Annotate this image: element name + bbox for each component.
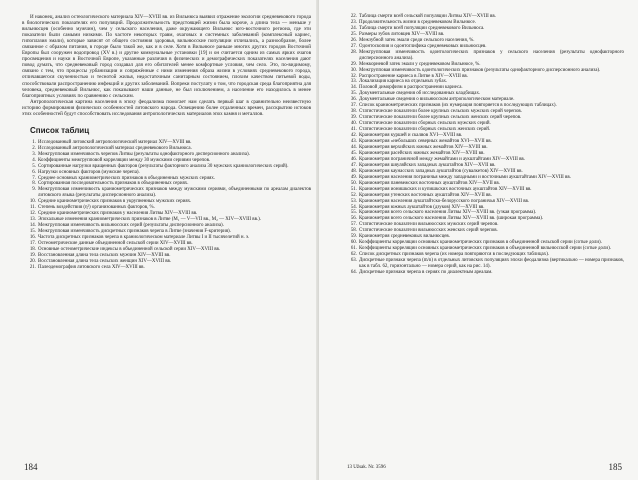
- list-item-title: Документальные сведения об исследованных кладбищах.: [359, 91, 481, 97]
- list-item-number: 40.: [350, 121, 357, 127]
- list-item-title: Степень воздействия (η²) организованных факторов, %.: [38, 205, 155, 211]
- list-item-number: 9.: [32, 187, 36, 193]
- list-item-title: Краниометрия «небольших северных жемайтов XVI—XVII вв.: [359, 139, 492, 145]
- list-item-title: Восстановленная длина тела сельских мужчин XIV—XVIII вв.: [38, 252, 171, 258]
- list-item-number: 56.: [350, 216, 357, 222]
- list-item-number: 39.: [350, 115, 357, 121]
- list-item-number: 27.: [350, 43, 357, 49]
- list-item-number: 4.: [32, 157, 36, 163]
- list-item-number: 17.: [29, 241, 36, 246]
- list-item-number: 30.: [350, 67, 357, 73]
- list-item-number: 11.: [30, 205, 36, 211]
- list-item-title: Краниометрия куршей и скалвов XVI—XVIII вв.: [359, 133, 463, 139]
- list-item-title: Краниометрия верхийских южных жемайтов XIV—XVIII вв.: [359, 144, 488, 150]
- list-item-number: 20.: [29, 258, 36, 264]
- list-item: [333, 270, 624, 276]
- list-item-title: Список краниометрических признаков (их нумерация повторяется в последующих таблицах).: [359, 103, 557, 109]
- list-item-title: Статистические показатели сборных сельских женских серий.: [359, 127, 491, 133]
- list-item-number: 15.: [29, 229, 36, 235]
- list-item-title: Статистические показатели вильнюсских женских серий черепов.: [359, 228, 498, 234]
- list-item-number: 50.: [350, 180, 357, 186]
- list-item-number: 42.: [350, 133, 357, 139]
- list-item-number: 63.: [350, 258, 357, 264]
- list-item-title: Межгрупповая изменчивость черепов Литвы (результаты однофакторного дисперсионного анализа).: [38, 151, 250, 157]
- list-item-number: 14.: [29, 223, 36, 229]
- list-item-number: 26.: [350, 37, 357, 43]
- table-list: [22, 140, 311, 271]
- list-item: [333, 50, 624, 62]
- list-item-title: Остеометрические данные объединенной сельской серии XIV—XVIII вв.: [38, 241, 193, 246]
- list-item-number: 37.: [350, 103, 357, 109]
- list-item-number: 21.: [29, 264, 36, 270]
- list-item-title: Локализация кариеса на отдельных зубах.: [359, 79, 448, 85]
- list-item-number: 57.: [350, 222, 357, 228]
- list-item-number: 18.: [29, 246, 36, 252]
- list-item-title: Статистические показатели вильнюсских мужских серий черепов.: [359, 222, 499, 228]
- list-item-number: 34.: [350, 85, 357, 91]
- list-item: [22, 265, 311, 271]
- list-item-title: Краниометрия населения аукштайтско-белорусского пограничья XIV—XVIII вв.: [359, 198, 530, 204]
- list-item-number: 10.: [29, 199, 36, 205]
- list-item-title: Таблица смерти всей популяции средневекового Вильнюса.: [359, 25, 485, 31]
- list-item-number: 1.: [32, 139, 36, 145]
- list-item: [333, 258, 624, 270]
- list-item-title: Распространение кариеса в Литве в XIV—XVIII вв.: [359, 73, 468, 79]
- list-item-title: Краниометрия южных аукштайтов (дзуков) XIV—XVIII вв.: [359, 204, 485, 210]
- list-item-title: Межгрупповая изменчивость краниометрических признаков между мужскими сериями, объединенными по ареалам диалектов литовского языка (результаты дисперсионного анализа).: [38, 187, 311, 199]
- list-item-number: 19.: [29, 252, 36, 258]
- list-item-title: Палеодемография литовского села XIV—XVIII вв.: [38, 264, 145, 270]
- print-signature: 13 Užsak. Nr. 3596: [347, 465, 386, 470]
- list-item-title: Краниометрия ионишкских и купишкских восточных аукштайтов XIV—XVIII вв.: [359, 186, 532, 192]
- list-item-title: Среднее основных краниометрических признаков в объединенных мужских сериях.: [38, 175, 216, 181]
- list-item-title: Краниометрия утенских восточных аукштайтов XIV—XVII вв.: [359, 192, 492, 198]
- list-item-number: 13.: [29, 217, 36, 223]
- list-item-title: Краниометрия всего сельского населения Литвы XIV—XVIII вв. (узкая программа).: [359, 210, 537, 216]
- list-item-title: Краниометрия пограничной между жемайтами и аукштайтами XIV—XVIII вв.: [359, 156, 525, 162]
- list-item-number: 41.: [350, 127, 357, 133]
- list-item-title: Коэффициенты корреляции основных краниометрических признаков в объединенной сельской серии (сотые доли).: [359, 240, 602, 246]
- list-item-title: Средние краниометрических признаков у населения Литвы XIV—XVIII вв.: [38, 211, 198, 217]
- list-item-title: Межгрупповая изменчивость дискретных признаков черепа в Литве (значения F-критерия).: [38, 229, 231, 235]
- list-item-number: 7.: [32, 175, 36, 181]
- list-item-title: Частота дискретных признаков черепа в краниологическом материале Литвы I и II тысячелетий н. э.: [38, 235, 250, 241]
- list-item-title: Таблица смерти всей сельской популяции Литвы XIV—XVIII вв.: [359, 14, 496, 19]
- list-item-number: 47.: [350, 162, 357, 168]
- list-item-number: 49.: [350, 174, 357, 180]
- list-item-title: Размеры зубов литовцев XIV—XVIII вв.: [359, 31, 445, 37]
- right-page: [319, 0, 638, 480]
- list-item-title: Краниометрия населения пограничья между западными и восточными аукштайтами XIV—XVIII вв.: [359, 174, 571, 180]
- list-item-number: 28.: [350, 49, 357, 55]
- list-item-number: 61.: [350, 246, 357, 252]
- list-item-title: Одонтоскопия и одонтоглифика средневековых вильнюсцев.: [359, 43, 487, 49]
- list-item-title: Статистические показатели более крупных сельских мужских серий черепов.: [359, 109, 522, 115]
- paragraph: И наконец, анализ остеологического материала XIV—XVIII вв. из Вильнюса выявил отражение экологии средневекового города в биологических показателях его популяций. Продолжительность предстоящей жизни была короче, а длина тела — меньше у вильнюсцев (особенно мужчин), чем у сельского населения, даже окружающего Вильнюс юго-восточного региона, где эти показатели были самыми низкими. По частоте некоторых травм, очаговых и системных заболеваний (комплексный кариес, гипоплазия эмали), которые зависят от общего состояния здоровья, вильнюсские популяции отличались, а разнообразие, более связанное с образом питания, в городе было такой же, как и в селе. Хотя в Вильнюсе раньше многих других городов Восточной Европы был сооружен водопровод (XV в.) и другие коммунальные установки [19] и он считается одним из самых ярких очагов просвещения и науки в Восточной Европе, указанные различия в физических и демографических показателях населения дают повод думать, что средневековый город создавал для его обитателей менее комфортные условия, чем село. Это, по-видимому, связано с тем, что процессы урбанизации и сопряжённые с ними изменения образа жизни в условиях средневекового города, отличавшегося скученностью и теснотой жилья, недостаточным санитарным состоянием, плохим качеством питьевой воды, способствовали распространению инфекций и других заболеваний. Вопреки постулату о том, что городская среда благоприятна для человека, средневековый Вильнюс, как показывают наши данные, не был исключением, а население его находилось в менее благоприятных условиях по сравнению с сельским.: [22, 14, 311, 99]
- list-item-number: 6.: [32, 169, 36, 175]
- list-item-title: Межкорневой затек эмали у средневековом Вильнюсе, %.: [359, 61, 481, 67]
- list-item-number: 55.: [350, 210, 357, 216]
- list-item-number: 3.: [32, 151, 36, 157]
- list-item-title: Сортированная последовательность признаков в объединенных сериях.: [38, 181, 189, 187]
- list-item-title: Эпохальные изменения краниометрических признаков в Литве (M₁ — V—VII вв., M₂ — XIV—XVIII вв.).: [38, 217, 262, 223]
- list-item-title: Документальные сведения о вильнюсском антропологическом материале.: [359, 97, 515, 103]
- list-item-number: 52.: [350, 192, 357, 198]
- list-item-number: 2.: [32, 145, 36, 151]
- list-item-title: Краниометрия всего сельского населения Литвы XIV—XVIII вв. (широкая программа).: [359, 216, 544, 222]
- list-item-number: 44.: [350, 144, 357, 150]
- list-item-title: Статистические показатели более крупных сельских женских серий черепов.: [359, 115, 522, 121]
- list-item-number: 12.: [29, 211, 36, 217]
- list-item-number: 16.: [29, 235, 36, 241]
- list-item-title: Дискретные признаки черепа в сериях по диалектным ареалам.: [359, 269, 493, 275]
- list-item-title: Продолжительность жизни в средневековом Вильнюсе.: [359, 19, 476, 25]
- table-list: [333, 14, 624, 276]
- list-item-number: 32.: [350, 73, 357, 79]
- list-item-title: Коэффициенты корреляции основных краниометрических признаков в объединенной вильнюсской серии (сотые доли).: [359, 246, 611, 252]
- list-item-title: Половой диморфизм в распространении кариеса.: [359, 85, 463, 91]
- list-item-title: Список дискретных признаков черепа (их номера повторяются в последующих таблицах).: [359, 252, 550, 258]
- list-item-title: Краниометрия паневежских восточных аукштайтов XIV—XVII вв.: [359, 180, 500, 186]
- list-item-number: 64.: [350, 269, 357, 275]
- list-item-number: 58.: [350, 228, 357, 234]
- list-item-title: Сортированные нагрузки вращенных факторов (результаты факторного анализа 30 мужских краниологических серий).: [38, 163, 289, 169]
- list-item-number: 48.: [350, 168, 357, 174]
- list-item-title: Краниометрия каунасских западных аукштайтов (сувалкетов) XIV—XVIII вв.: [359, 168, 523, 174]
- list-item-number: 62.: [350, 252, 357, 258]
- list-item-title: Восстановленная длина тела сельских женщин XIV—XVIII вв.: [38, 258, 172, 264]
- list-item-number: 8.: [32, 181, 36, 187]
- list-item-title: Межгрупповая изменчивость одонтологических признаков у сельского населения (результаты однофакторного дисперсионного анализа).: [359, 49, 624, 61]
- list-item-title: Нагрузки основных факторов (мужские черепа).: [38, 169, 140, 175]
- list-item-number: 51.: [350, 186, 357, 192]
- list-item-title: Основные остеометрические индексы в объединенной сельской серии XIV—XVIII вв.: [38, 246, 221, 252]
- list-item-number: 60.: [350, 240, 357, 246]
- list-item-title: Краниометрия средневековых вильнюсцев.: [359, 234, 450, 240]
- list-item: [22, 187, 311, 199]
- list-item-number: 45.: [350, 150, 357, 156]
- list-item-number: 29.: [350, 61, 357, 67]
- list-item-title: Межзубной затек эмали среди сельского населения, %.: [359, 37, 475, 43]
- list-item-number: 36.: [350, 97, 357, 103]
- list-item-number: 23.: [350, 19, 357, 25]
- section-title: Список таблиц: [30, 125, 90, 135]
- list-item-number: 43.: [350, 139, 357, 145]
- list-item-number: 22.: [350, 14, 357, 19]
- page-number: 184: [24, 462, 38, 472]
- paragraph: Антропологическая картина населения в эпоху феодализма помогает нам сделать первый шаг в сравнительно неизвестную историю формирования физических особенностей литовского народа. Освещению более отдаленных времен, расскрытию истоков этих особенностей будут способствовать исследования антропологических материалов эпох камня и металлов.: [22, 98, 311, 117]
- list-item-title: Исследованный антропологический материал средневекового Вильнюса.: [38, 145, 192, 151]
- list-item-title: Статистические показатели сборных сельских мужских серий.: [359, 121, 491, 127]
- list-item-number: 46.: [350, 156, 357, 162]
- list-item-number: 53.: [350, 198, 357, 204]
- list-item-title: Исследованный литовский антропологический материал XIV—XVIII вв.: [38, 139, 192, 145]
- list-item-number: 33.: [350, 79, 357, 85]
- list-item-title: Межгрупповая изменчивость вильнюсских серий (результаты дисперсионного анализа).: [38, 223, 224, 229]
- list-item-number: 5.: [32, 163, 36, 169]
- list-item-number: 54.: [350, 204, 357, 210]
- list-item-number: 38.: [350, 109, 357, 115]
- list-item-title: Краниометрия расейских южных жемайтов XIV—XVIII вв.: [359, 150, 485, 156]
- list-item-number: 24.: [350, 25, 357, 31]
- list-item-title: Коэффициенты межгрупповой корреляции между 30 мужскими сериями черепов.: [38, 157, 211, 163]
- list-item-title: Дискретные признаки черепа (m/n) в отдельных литовских популяциях эпохи феодализма (вертикально — номера признаков, как в табл. 62, горизонтально — номера серий, как на рис. 14).: [359, 258, 624, 270]
- list-item-number: 25.: [350, 31, 357, 37]
- list-item-number: 59.: [350, 234, 357, 240]
- list-item-title: Краниометрия шяуляйских западных аукштайтов XIV—XVII вв.: [359, 162, 496, 168]
- list-item-title: Средние краниометрических признаков в укрупненных мужских сериях.: [38, 199, 192, 205]
- list-item-number: 35.: [350, 91, 357, 97]
- list-item-title: Межгрупповая изменчивость одонтологических признаков (результаты однофакторного дисперсионного анализа).: [359, 67, 601, 73]
- page-number: 185: [608, 462, 622, 472]
